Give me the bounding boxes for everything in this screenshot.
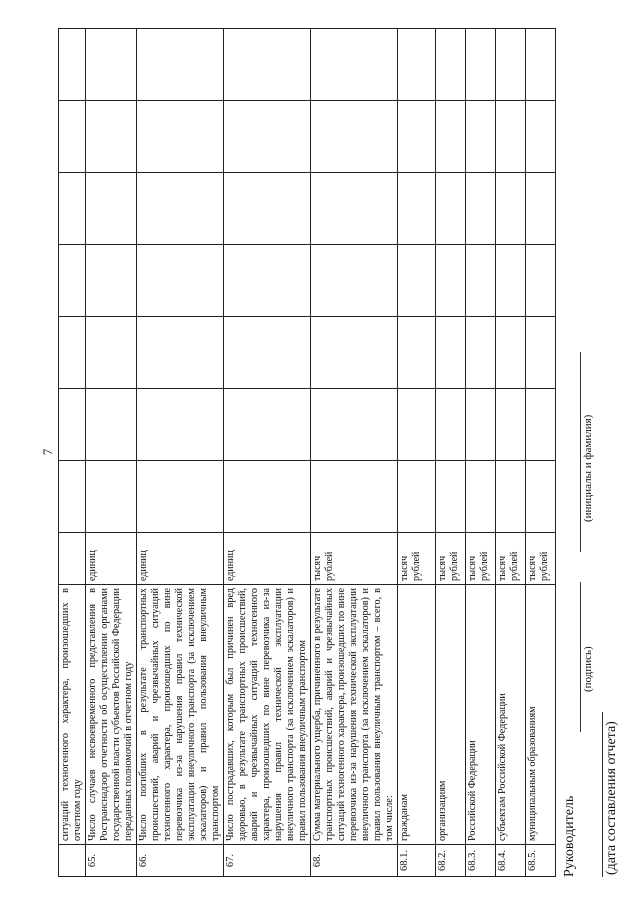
value-cell	[311, 173, 398, 245]
value-cell	[496, 317, 526, 389]
unit-cell: единиц	[137, 533, 224, 585]
value-cell	[59, 461, 86, 533]
indicator-cell: ситуаций техногенного характера, произошедших в отчетном году	[59, 585, 86, 845]
value-cell	[526, 317, 556, 389]
value-cell	[526, 173, 556, 245]
value-cell	[398, 101, 436, 173]
value-cell	[86, 389, 137, 461]
value-cell	[224, 173, 311, 245]
row-number-cell: 68.5.	[526, 845, 556, 877]
value-cell	[398, 389, 436, 461]
value-cell	[59, 389, 86, 461]
unit-cell	[59, 533, 86, 585]
value-cell	[311, 389, 398, 461]
value-cell	[496, 101, 526, 173]
value-cell	[137, 173, 224, 245]
unit-cell: единиц	[224, 533, 311, 585]
indicator-cell: Сумма материального ущерба, причиненного в результате транспортных происшествий, аварий и чрезвычайных ситуаций техногенного характера, произошедших по вине перевозчика из-за нарушения технической эксплуатации внеуличного транспорта (за исключением эскалаторов) и правил пользования внеуличным транспортом – всего, в том числе:	[311, 585, 398, 845]
indicator-cell: гражданам	[398, 585, 436, 845]
row-number-cell: 68.4.	[496, 845, 526, 877]
date-caption: (дата составления отчета)	[604, 721, 619, 875]
value-cell	[86, 29, 137, 101]
table-row	[496, 29, 526, 877]
value-cell	[59, 317, 86, 389]
row-number-cell: 68.1.	[398, 845, 436, 877]
value-cell	[436, 317, 466, 389]
value-cell	[436, 173, 466, 245]
value-cell	[398, 317, 436, 389]
head-label: Руководитель	[562, 795, 577, 877]
table-row	[59, 29, 86, 877]
unit-cell: тысяч рублей	[436, 533, 466, 585]
unit-cell: единиц	[86, 533, 137, 585]
name-line	[580, 352, 581, 552]
table-row	[137, 29, 224, 877]
value-cell	[466, 389, 496, 461]
value-cell	[86, 101, 137, 173]
report-table	[58, 28, 556, 877]
row-number-cell: 68.2.	[436, 845, 466, 877]
value-cell	[311, 29, 398, 101]
value-cell	[137, 245, 224, 317]
value-cell	[436, 101, 466, 173]
indicator-cell: Число случаев несвоевременного представления в Ространснадзор отчетности об осуществлении органами государственной власти субъектов Российской Федерации переданных полномочий в отчетном году	[86, 585, 137, 845]
value-cell	[86, 173, 137, 245]
value-cell	[398, 29, 436, 101]
value-cell	[466, 461, 496, 533]
value-cell	[526, 29, 556, 101]
value-cell	[86, 461, 137, 533]
value-cell	[224, 245, 311, 317]
indicator-cell: муниципальным образованиям	[526, 585, 556, 845]
value-cell	[224, 317, 311, 389]
unit-cell: тысяч рублей	[466, 533, 496, 585]
row-number-cell	[59, 845, 86, 877]
value-cell	[311, 461, 398, 533]
value-cell	[137, 389, 224, 461]
value-cell	[398, 173, 436, 245]
value-cell	[466, 245, 496, 317]
value-cell	[137, 317, 224, 389]
row-number-cell: 66.	[137, 845, 224, 877]
unit-cell: тысяч рублей	[496, 533, 526, 585]
value-cell	[496, 389, 526, 461]
row-number-cell: 65.	[86, 845, 137, 877]
value-cell	[526, 461, 556, 533]
value-cell	[59, 245, 86, 317]
table-row	[526, 29, 556, 877]
value-cell	[311, 245, 398, 317]
value-cell	[466, 101, 496, 173]
name-caption: (инициалы и фамилия)	[582, 414, 594, 522]
value-cell	[86, 317, 137, 389]
table-row	[86, 29, 137, 877]
value-cell	[466, 29, 496, 101]
value-cell	[436, 245, 466, 317]
table-row	[398, 29, 436, 877]
indicator-cell: Российской Федерации	[466, 585, 496, 845]
value-cell	[224, 389, 311, 461]
value-cell	[224, 101, 311, 173]
value-cell	[137, 101, 224, 173]
value-cell	[137, 461, 224, 533]
row-number-cell: 68.	[311, 845, 398, 877]
unit-cell: тысяч рублей	[311, 533, 398, 585]
value-cell	[466, 173, 496, 245]
indicator-cell: Число погибших в результате транспортных происшествий, аварий и чрезвычайных ситуаций техногенного характера, произошедших по вине перевозчика из-за нарушения правил технической эксплуатации внеуличного транспорта (за исключением эскалаторов) и правил пользования внеуличным транспортом	[137, 585, 224, 845]
value-cell	[526, 101, 556, 173]
value-cell	[137, 29, 224, 101]
page-number: 7	[40, 448, 55, 456]
value-cell	[496, 29, 526, 101]
table-row	[224, 29, 311, 877]
row-number-cell: 68.3.	[466, 845, 496, 877]
date-line	[602, 712, 603, 877]
indicator-cell: субъектам Российской Федерации	[496, 585, 526, 845]
unit-cell: тысяч рублей	[398, 533, 436, 585]
value-cell	[436, 461, 466, 533]
value-cell	[436, 389, 466, 461]
value-cell	[224, 461, 311, 533]
table-body	[59, 29, 556, 877]
value-cell	[86, 245, 137, 317]
unit-cell: тысяч рублей	[526, 533, 556, 585]
value-cell	[526, 389, 556, 461]
value-cell	[496, 173, 526, 245]
value-cell	[311, 101, 398, 173]
value-cell	[496, 245, 526, 317]
value-cell	[466, 317, 496, 389]
value-cell	[526, 245, 556, 317]
signature-line	[580, 582, 581, 732]
row-number-cell: 67.	[224, 845, 311, 877]
value-cell	[398, 461, 436, 533]
indicator-cell: организациям	[436, 585, 466, 845]
table-row	[311, 29, 398, 877]
signature-block	[560, 29, 630, 877]
signature-caption: (подпись)	[582, 646, 594, 692]
table-row	[466, 29, 496, 877]
value-cell	[224, 29, 311, 101]
table-row	[436, 29, 466, 877]
value-cell	[59, 101, 86, 173]
value-cell	[59, 173, 86, 245]
value-cell	[311, 317, 398, 389]
indicator-cell: Число пострадавших, которым был причинен вред здоровью, в результате транспортных происшествий, аварий и чрезвычайных ситуаций техногенного характера, произошедших по вине перевозчика из-за нарушения правил технической эксплуатации внеуличного транспорта (за исключением эскалаторов) и правил пользования внеуличным транспортом	[224, 585, 311, 845]
value-cell	[436, 29, 466, 101]
value-cell	[398, 245, 436, 317]
value-cell	[496, 461, 526, 533]
value-cell	[59, 29, 86, 101]
